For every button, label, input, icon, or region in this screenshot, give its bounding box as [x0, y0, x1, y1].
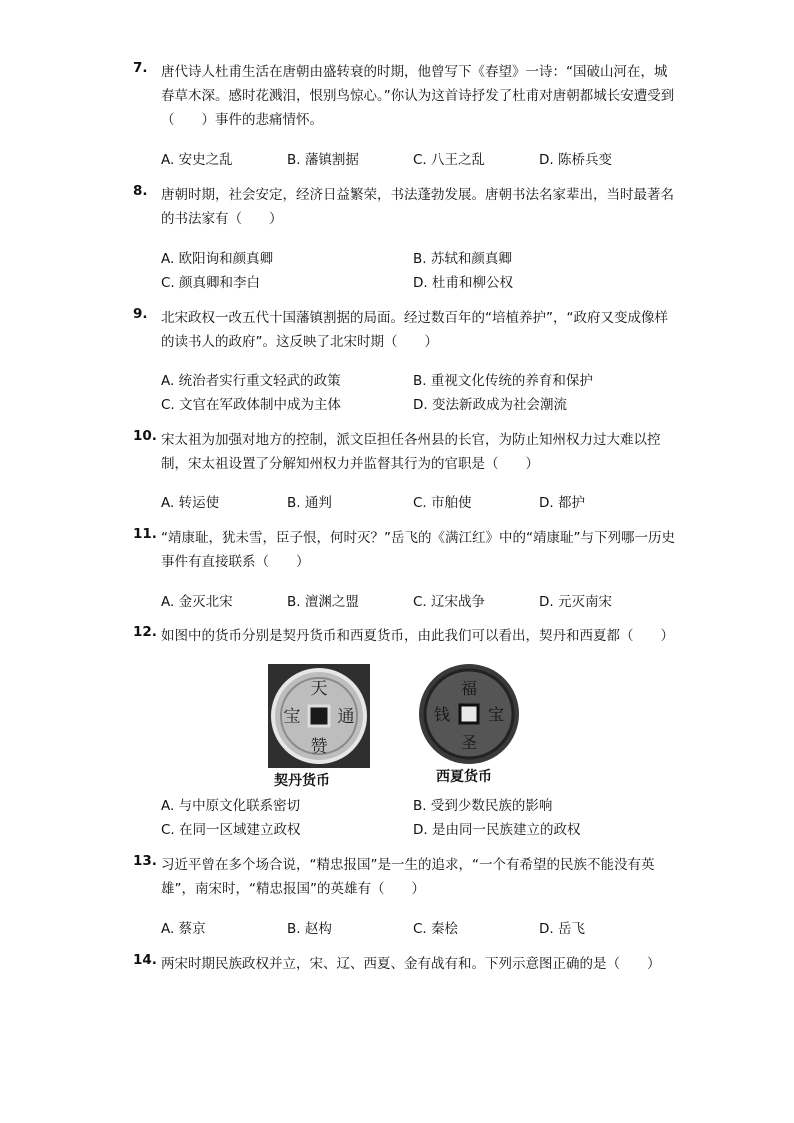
xixia-coin-image — [416, 662, 522, 766]
option-d[interactable]: D. 元灭南宋 — [539, 594, 612, 610]
option-c[interactable]: C. 秦桧 — [413, 921, 459, 937]
option-d[interactable]: D. 是由同一民族建立的政权 — [413, 822, 581, 838]
xixia-coin-icon — [416, 662, 522, 766]
coin-char: 赞 — [310, 737, 328, 757]
option-c[interactable]: C. 辽宋战争 — [413, 594, 486, 610]
coin-char: 圣 — [460, 733, 478, 752]
question-number: 9. — [133, 306, 148, 322]
coin-char: 福 — [460, 679, 478, 698]
option-b[interactable]: B. 通判 — [287, 495, 332, 511]
option-d[interactable]: D. 陈桥兵变 — [539, 152, 612, 168]
coin-char: 钱 — [433, 705, 451, 724]
option-a[interactable]: A. 欧阳询和颜真卿 — [161, 251, 274, 267]
option-b[interactable]: B. 藩镇割据 — [287, 152, 359, 168]
question-13 — [133, 853, 678, 901]
question-text: 宋太祖为加强对地方的控制，派文臣担任各州县的长官，为防止知州权力过大难以控制，宋太祖设置了分解知州权力并监督其行为的官职是（ ） — [161, 432, 661, 472]
question-8 — [133, 183, 678, 231]
question-text: “靖康耻，犹未雪，臣子恨，何时灭？”岳飞的《满江红》中的“靖康耻”与下列哪一历史事件有直接联系（ ） — [161, 530, 675, 570]
option-c[interactable]: C. 文官在军政体制中成为主体 — [161, 397, 342, 413]
option-a[interactable]: A. 统治者实行重文轻武的政策 — [161, 373, 341, 389]
option-b[interactable]: B. 苏轼和颜真卿 — [413, 251, 512, 267]
question-9 — [133, 306, 678, 354]
option-a[interactable]: A. 金灭北宋 — [161, 594, 233, 610]
xixia-coin-caption: 西夏货币 — [436, 769, 492, 785]
coin-char: 通 — [337, 707, 355, 727]
question-7 — [133, 60, 678, 132]
question-number: 10. — [133, 428, 157, 444]
option-a[interactable]: A. 转运使 — [161, 495, 220, 511]
option-d[interactable]: D. 变法新政成为社会潮流 — [413, 397, 567, 413]
question-10 — [133, 428, 678, 476]
option-a[interactable]: A. 蔡京 — [161, 921, 206, 937]
option-c[interactable]: C. 在同一区域建立政权 — [161, 822, 301, 838]
option-b[interactable]: B. 受到少数民族的影响 — [413, 798, 553, 814]
question-14 — [133, 952, 678, 976]
option-a[interactable]: A. 与中原文化联系密切 — [161, 798, 301, 814]
question-number: 13. — [133, 853, 157, 869]
question-number: 7. — [133, 60, 148, 76]
coin-char: 天 — [310, 679, 328, 699]
question-number: 14. — [133, 952, 157, 968]
option-c[interactable]: C. 八王之乱 — [413, 152, 486, 168]
question-11 — [133, 526, 678, 574]
option-b[interactable]: B. 重视文化传统的养育和保护 — [413, 373, 593, 389]
option-d[interactable]: D. 岳飞 — [539, 921, 585, 937]
question-number: 8. — [133, 183, 148, 199]
question-12 — [133, 624, 678, 648]
option-c[interactable]: C. 市舶使 — [413, 495, 472, 511]
question-text: 北宋政权一改五代十国藩镇割据的局面。经过数百年的“培植养护”，“政府又变成像样的读书人的政府”。这反映了北宋时期（ ） — [161, 310, 668, 350]
question-text: 习近平曾在多个场合说，“精忠报国”是一生的追求，“一个有希望的民族不能没有英雄”，南宋时，“精忠报国”的英雄有（ ） — [161, 857, 655, 897]
option-d[interactable]: D. 杜甫和柳公权 — [413, 275, 513, 291]
option-b[interactable]: B. 澶渊之盟 — [287, 594, 359, 610]
question-text: 两宋时期民族政权并立，宋、辽、西夏、金有战有和。下列示意图正确的是（ ） — [161, 956, 661, 972]
coin-char: 宝 — [283, 707, 301, 727]
khitan-coin-caption: 契丹货币 — [274, 773, 330, 789]
option-d[interactable]: D. 都护 — [539, 495, 585, 511]
option-a[interactable]: A. 安史之乱 — [161, 152, 233, 168]
question-number: 11. — [133, 526, 157, 542]
question-text: 如图中的货币分别是契丹货币和西夏货币，由此我们可以看出，契丹和西夏都（ ） — [161, 628, 674, 644]
question-text: 唐朝时期，社会安定，经济日益繁荣，书法蓬勃发展。唐朝书法名家辈出，当时最著名的书法家有（ ） — [161, 187, 674, 227]
khitan-coin-image — [268, 664, 370, 768]
khitan-coin-icon — [268, 664, 370, 768]
option-b[interactable]: B. 赵构 — [287, 921, 332, 937]
coin-char: 宝 — [487, 705, 505, 724]
option-c[interactable]: C. 颜真卿和李白 — [161, 275, 261, 291]
question-number: 12. — [133, 624, 157, 640]
question-text: 唐代诗人杜甫生活在唐朝由盛转衰的时期，他曾写下《春望》一诗：“国破山河在，城春草木深。感时花溅泪，恨别鸟惊心。”你认为这首诗抒发了杜甫对唐朝都城长安遭受到（ ）事件的悲痛情怀。 — [161, 64, 675, 128]
